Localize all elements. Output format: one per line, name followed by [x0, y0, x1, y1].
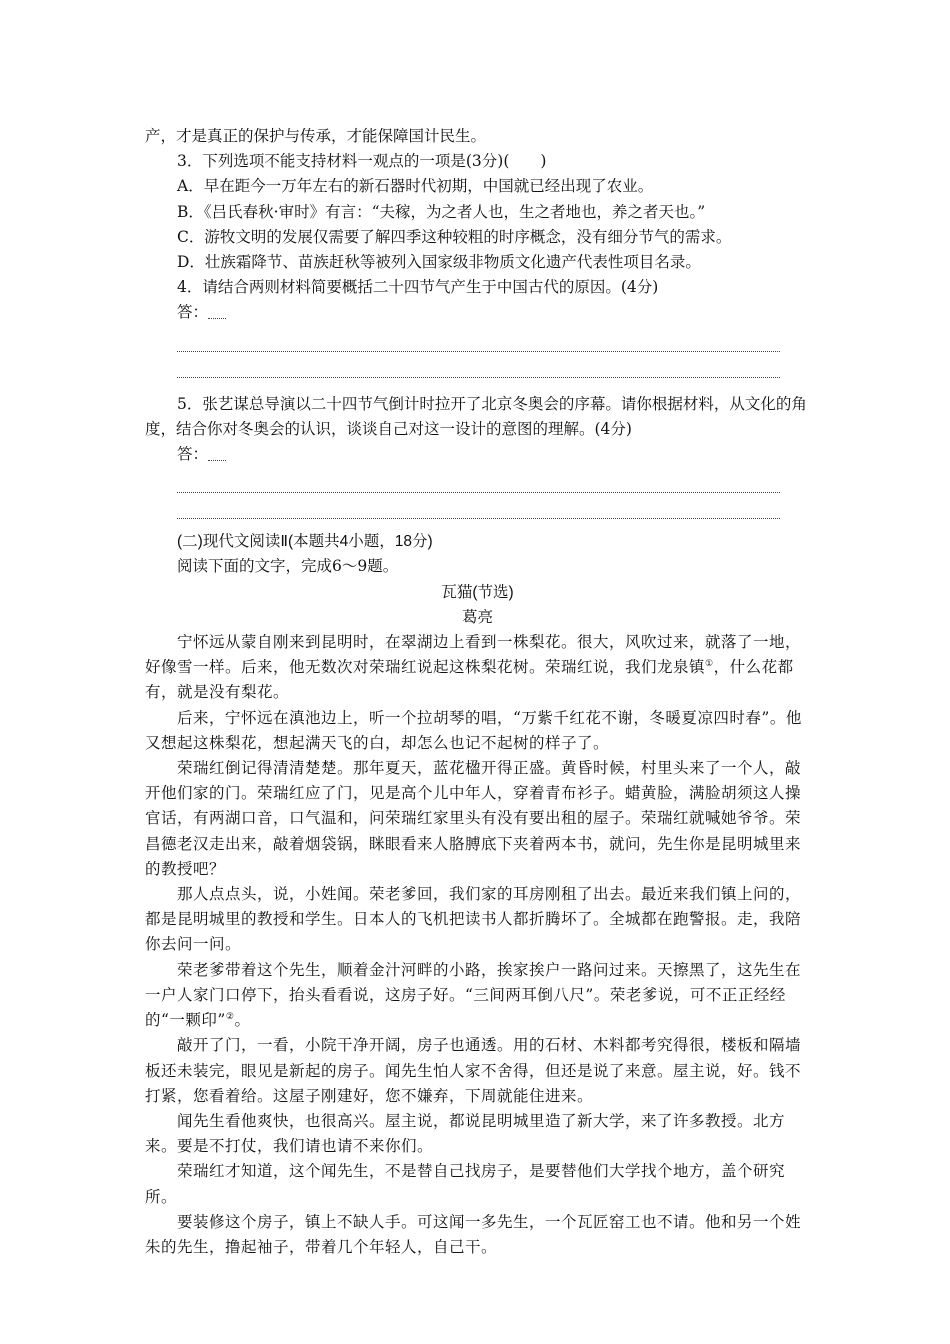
answer-blank[interactable]: [208, 446, 226, 461]
story-paragraph: 荣瑞红倒记得清清楚楚。那年夏天，蓝花楹开得正盛。黄昏时候，村里头来了一个人，敲开他们家的门。荣瑞红应了门，见是高个儿中年人，穿着青布衫子。蜡黄脸，满脸胡须这人操官话，有两湖口音，口气温和，问荣瑞红家里头有没有要出租的屋子。荣瑞红就喊她爷爷。荣昌德老汉走出来，敲着烟袋锅，眯眼看来人胳膊底下夹着两本书，就问，先生你是昆明城里来的教授吧？: [145, 759, 802, 878]
answer-line[interactable]: [177, 326, 780, 352]
story-paragraph: 后来，宁怀远在滇池边上，听一个拉胡琴的唱，“万紫千红花不谢，冬暖夏凉四时春”。他又想起这株梨花，想起满天飞的白，却怎么也记不起树的样子了。: [145, 708, 802, 752]
section-instruction: 阅读下面的文字，完成6～9题。: [177, 557, 399, 576]
story-author: 葛亮: [461, 607, 493, 626]
story-paragraph: 那人点点头，说，小姓闻。荣老爹回，我们家的耳房刚租了出去。最近来我们镇上问的，都是昆明城里的教授和学生。日本人的飞机把读书人都折腾坏了。全城都在跑警报。走，我陪你去问一问。: [145, 885, 802, 954]
intro-tail: 产，才是真正的保护与传承，才能保障国计民生。: [145, 127, 487, 145]
question-4-stem: 4．请结合两则材料简要概括二十四节气产生于中国古代的原因。(4分): [177, 278, 659, 297]
question-5-answer-row: [145, 442, 810, 467]
question-3-option-a: A．早在距今一万年左右的新石器时代初期，中国就已经出现了农业。: [177, 177, 654, 196]
question-3-stem: 3．下列选项不能支持材料一观点的一项是(3分)( ): [177, 152, 547, 171]
question-3-option-d: D．壮族霜降节、苗族赶秋等被列入国家级非物质文化遗产代表性项目名录。: [177, 253, 701, 272]
story-paragraph: 宁怀远从蒙自刚来到昆明时，在翠湖边上看到一株梨花。很大，风吹过来，就落了一地，好像雪一样。后来，他无数次对荣瑞红说起这株梨花树。荣瑞红说，我们龙泉镇①，什么花都有，就是没有梨花。: [145, 633, 802, 702]
story-paragraph: 敲开了门，一看，小院干净开阔，房子也通透。用的石材、木料都考究得很，楼板和隔墙板还未装完，眼见是新起的房子。闻先生怕人家不舍得，但还是说了来意。屋主说，好。钱不打紧，您看着给。这屋子刚建好，您不嫌弃，下周就能住进来。: [145, 1036, 802, 1105]
question-3-option-b: B．《吕氏春秋·审时》有言：“夫稼，为之者人也，生之者地也，养之者天也。”: [177, 202, 706, 221]
section-heading: (二)现代文阅读Ⅱ(本题共4小题，18分): [177, 533, 433, 551]
question-5-stem: 5．张艺谋总导演以二十四节气倒计时拉开了北京冬奥会的序幕。请你根据材料，从文化的角度，结合你对冬奥会的认识，谈谈自己对这一设计的意图的理解。(4分): [145, 394, 807, 438]
answer-line[interactable]: [177, 352, 780, 378]
story-paragraph: 闻先生看他爽快，也很高兴。屋主说，都说昆明城里造了新大学，来了许多教授。北方来。要是不打仗，我们请也请不来你们。: [145, 1111, 786, 1156]
question-3-option-c: C．游牧文明的发展仅需要了解四季这种较粗的时序概念，没有细分节气的需求。: [177, 227, 732, 246]
footnote-marker: ②: [225, 1011, 235, 1022]
answer-line[interactable]: [177, 493, 780, 519]
answer-blank[interactable]: [208, 304, 226, 319]
footnote-marker: ①: [705, 659, 714, 670]
story-paragraph: 荣瑞红才知道，这个闻先生，不是替自己找房子，是要替他们大学找个地方，盖个研究所。: [145, 1162, 786, 1206]
answer-label: 答：: [177, 445, 209, 464]
story-paragraph: 荣老爹带着这个先生，顺着金汁河畔的小路，挨家挨户一路问过来。天擦黑了，这先生在一户人家门口停下，抬头看看说，这房子好。“三间两耳倒八尺”。荣老爹说，可不正正经经的“一颗印”②。: [145, 960, 802, 1030]
exam-page: [145, 124, 810, 1260]
answer-line[interactable]: [177, 467, 780, 493]
story-title: 瓦猫(节选): [441, 583, 514, 601]
answer-label: 答：: [177, 303, 209, 322]
question-4-answer-row: [145, 300, 810, 325]
story-paragraph: 要装修这个房子，镇上不缺人手。可这闻一多先生，一个瓦匠窑工也不请。他和另一个姓朱的先生，撸起袖子，带着几个年轻人，自己干。: [145, 1212, 802, 1256]
